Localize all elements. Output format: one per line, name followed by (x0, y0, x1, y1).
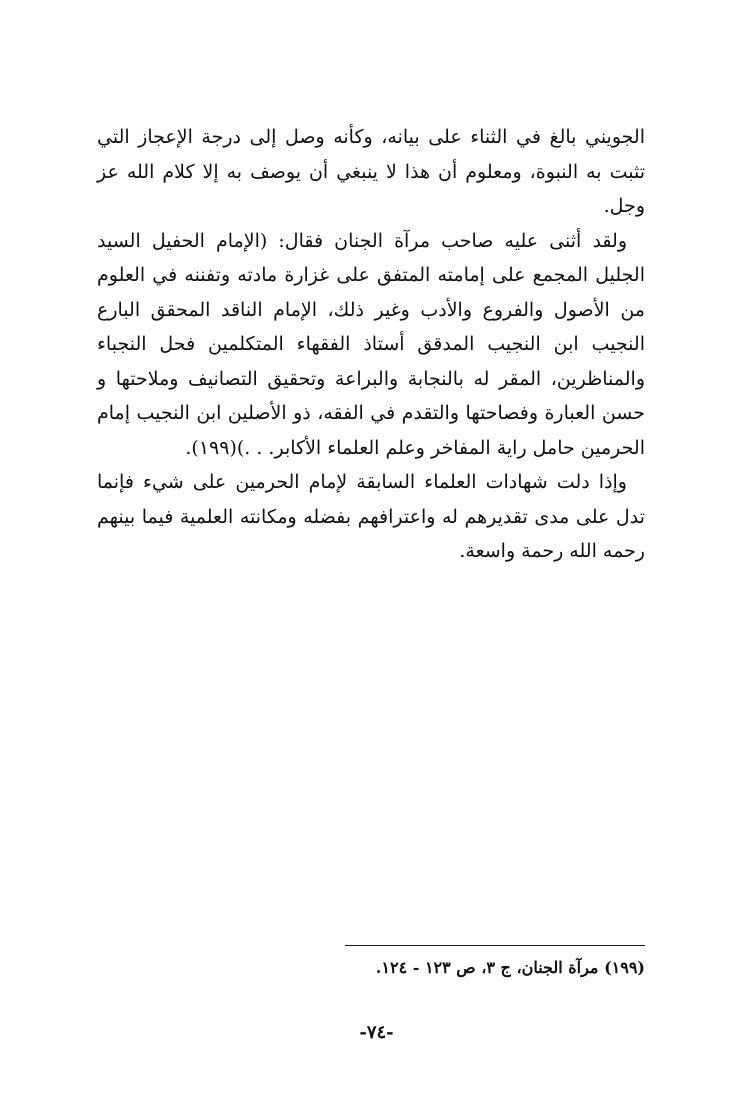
paragraph-conclusion: وإذا دلت شهادات العلماء السابقة لإمام الحرمين على شيء فإنما تدل على مدى تقديرهم له واعترافهم بفضله ومكانته العلمية فيما بينهم رحمه الله رحمة واسعة. (97, 471, 645, 562)
footnote-199: (١٩٩) مرآة الجنان، ج ٣، ص ١٢٣ - ١٢٤. (375, 958, 645, 977)
paragraph-mirat-al-jinan-quote: ولقد أثنى عليه صاحب مرآة الجنان فقال: (الإمام الحفيل السيد الجليل المجمع على إمامته المتفق على غزارة مادته وتفننه في العلوم من الأصول والفروع والأدب وغير ذلك، الإمام الناقد المحقق البارع النجيب ابن النجيب المدقق أستاذ الفقهاء المتكلمين فحل النجباء والمناظرين، المقر له بالنجابة والبراعة وتحقيق التصانيف وملاحتها و حسن العبارة وفصاحتها والتقدم في الفقه، ذو الأصلين ابن النجيب إمام الحرمين حامل راية المفاخر وعلم العلماء الأكابر. . .)(١٩٩). (97, 229, 645, 459)
body-text (97, 120, 645, 569)
paragraph-juwayni-praise: الجويني بالغ في الثناء على بيانه، وكأنه وصل إلى درجة الإعجاز التي تثبت به النبوة، ومعلوم أن هذا لا ينبغي أن يوصف به إلا كلام الله عز وجل. (97, 126, 645, 217)
footnote-divider (345, 945, 645, 946)
page-number: -٧٤- (359, 1022, 394, 1043)
